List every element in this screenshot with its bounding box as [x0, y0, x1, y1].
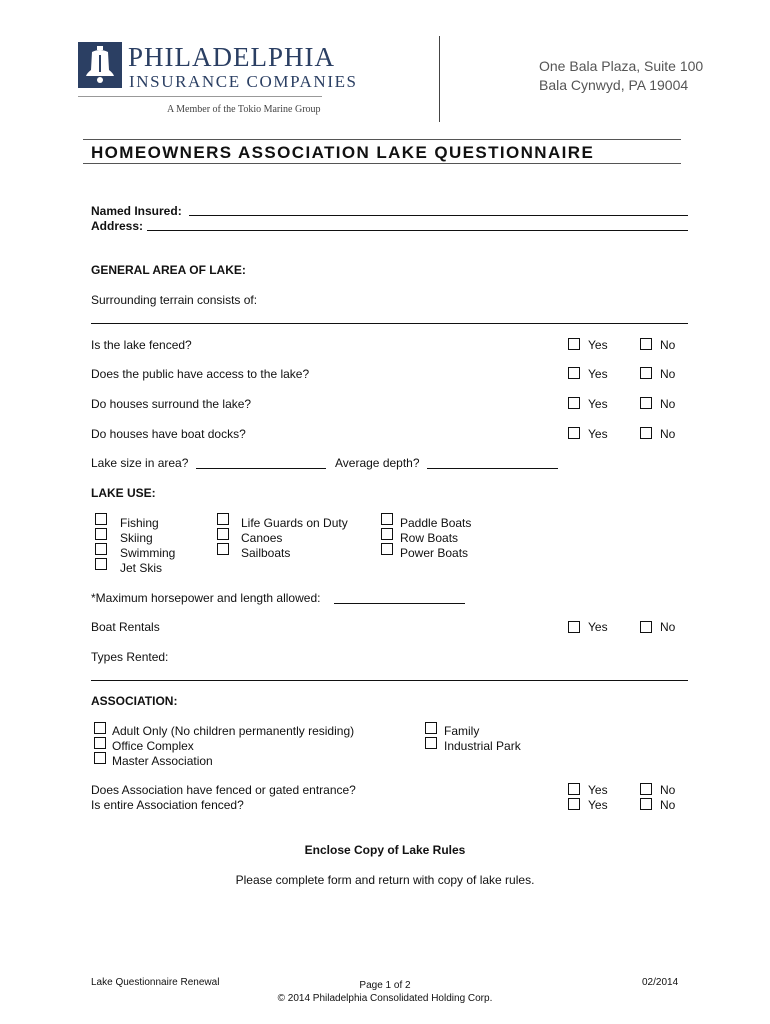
yes-checkbox[interactable] — [568, 783, 580, 795]
office-complex-checkbox[interactable] — [94, 737, 106, 749]
industrial-park-checkbox[interactable] — [425, 737, 437, 749]
yes-label: Yes — [588, 620, 608, 634]
types-rented-label: Types Rented: — [91, 650, 169, 664]
paddle-boats-label: Paddle Boats — [400, 516, 472, 530]
yes-checkbox[interactable] — [568, 397, 580, 409]
no-label: No — [660, 620, 676, 634]
no-label: No — [660, 427, 676, 441]
family-label: Family — [444, 724, 480, 738]
adult-only-label: Adult Only (No children permanently residing) — [112, 724, 355, 738]
yes-label: Yes — [588, 427, 608, 441]
office-complex-label: Office Complex — [112, 739, 194, 753]
address-line-2: Bala Cynwyd, PA 19004 — [539, 77, 689, 93]
enclose-rules-text: Enclose Copy of Lake Rules — [304, 843, 466, 857]
row-boats-label: Row Boats — [400, 531, 459, 545]
footer-copyright: © 2014 Philadelphia Consolidated Holding Corp. — [277, 993, 493, 1004]
no-label: No — [660, 338, 676, 352]
yes-checkbox[interactable] — [568, 427, 580, 439]
canoes-label: Canoes — [241, 531, 283, 545]
yes-label: Yes — [588, 783, 608, 797]
general-area-heading: GENERAL AREA OF LAKE: — [91, 263, 246, 277]
life-guards-checkbox[interactable] — [217, 513, 229, 525]
no-label: No — [660, 367, 676, 381]
paddle-boats-checkbox[interactable] — [381, 513, 393, 525]
member-text: A Member of the Tokio Marine Group — [167, 104, 321, 115]
yes-checkbox[interactable] — [568, 621, 580, 633]
footer-date: 02/2014 — [642, 977, 679, 988]
terrain-label: Surrounding terrain consists of: — [91, 293, 258, 307]
question-text: Do houses have boat docks? — [91, 427, 246, 441]
boat-rentals-label: Boat Rentals — [91, 620, 160, 634]
fishing-label: Fishing — [120, 516, 159, 530]
title-rule-top — [83, 139, 681, 140]
named-insured-label: Named Insured: — [91, 204, 182, 218]
lake-size-field[interactable] — [196, 468, 326, 469]
master-association-label: Master Association — [112, 754, 213, 768]
skiing-checkbox[interactable] — [95, 528, 107, 540]
liberty-bell-icon — [78, 42, 122, 88]
no-checkbox[interactable] — [640, 621, 652, 633]
sailboats-label: Sailboats — [241, 546, 291, 560]
footer-form-name: Lake Questionnaire Renewal — [91, 977, 220, 988]
yes-label: Yes — [588, 367, 608, 381]
named-insured-field[interactable] — [189, 215, 688, 216]
row-boats-checkbox[interactable] — [381, 528, 393, 540]
form-title: HOMEOWNERS ASSOCIATION LAKE QUESTIONNAIRE — [91, 143, 595, 162]
no-label: No — [660, 783, 676, 797]
terrain-field[interactable] — [91, 323, 688, 324]
question-text: Do houses surround the lake? — [91, 397, 252, 411]
yes-checkbox[interactable] — [568, 338, 580, 350]
no-checkbox[interactable] — [640, 427, 652, 439]
association-heading: ASSOCIATION: — [91, 694, 178, 708]
skiing-label: Skiing — [120, 531, 153, 545]
swimming-label: Swimming — [120, 546, 176, 560]
no-label: No — [660, 798, 676, 812]
lake-size-label: Lake size in area? — [91, 456, 189, 470]
horsepower-label: *Maximum horsepower and length allowed: — [91, 591, 321, 605]
power-boats-checkbox[interactable] — [381, 543, 393, 555]
no-label: No — [660, 397, 676, 411]
types-rented-field[interactable] — [91, 680, 688, 681]
company-logo — [78, 42, 122, 88]
sailboats-checkbox[interactable] — [217, 543, 229, 555]
entire-fenced-question: Is entire Association fenced? — [91, 798, 244, 812]
title-rule-bottom — [83, 163, 681, 164]
average-depth-field[interactable] — [427, 468, 558, 469]
fenced-entrance-question: Does Association have fenced or gated entrance? — [91, 783, 356, 797]
master-association-checkbox[interactable] — [94, 752, 106, 764]
horsepower-field[interactable] — [334, 603, 465, 604]
fishing-checkbox[interactable] — [95, 513, 107, 525]
no-checkbox[interactable] — [640, 798, 652, 810]
company-subname: INSURANCE COMPANIES — [129, 72, 358, 91]
life-guards-label: Life Guards on Duty — [241, 516, 348, 530]
question-text: Is the lake fenced? — [91, 338, 192, 352]
no-checkbox[interactable] — [640, 338, 652, 350]
company-name: PHILADELPHIA — [128, 42, 335, 72]
yes-label: Yes — [588, 338, 608, 352]
average-depth-label: Average depth? — [335, 456, 420, 470]
yes-label: Yes — [588, 798, 608, 812]
vertical-divider — [439, 36, 440, 122]
address-line-1: One Bala Plaza, Suite 100 — [539, 58, 704, 74]
canoes-checkbox[interactable] — [217, 528, 229, 540]
address-label: Address: — [91, 219, 144, 233]
footer-page-number: Page 1 of 2 — [359, 980, 411, 991]
power-boats-label: Power Boats — [400, 546, 469, 560]
jet-skis-label: Jet Skis — [120, 561, 163, 575]
letterhead-rule — [78, 96, 322, 97]
instruction-text: Please complete form and return with copy of lake rules. — [235, 873, 535, 887]
jet-skis-checkbox[interactable] — [95, 558, 107, 570]
adult-only-checkbox[interactable] — [94, 722, 106, 734]
swimming-checkbox[interactable] — [95, 543, 107, 555]
lake-use-heading: LAKE USE: — [91, 486, 156, 500]
no-checkbox[interactable] — [640, 367, 652, 379]
yes-checkbox[interactable] — [568, 798, 580, 810]
no-checkbox[interactable] — [640, 397, 652, 409]
family-checkbox[interactable] — [425, 722, 437, 734]
yes-checkbox[interactable] — [568, 367, 580, 379]
yes-label: Yes — [588, 397, 608, 411]
question-text: Does the public have access to the lake? — [91, 367, 310, 381]
address-field[interactable] — [147, 230, 688, 231]
industrial-park-label: Industrial Park — [444, 739, 521, 753]
no-checkbox[interactable] — [640, 783, 652, 795]
